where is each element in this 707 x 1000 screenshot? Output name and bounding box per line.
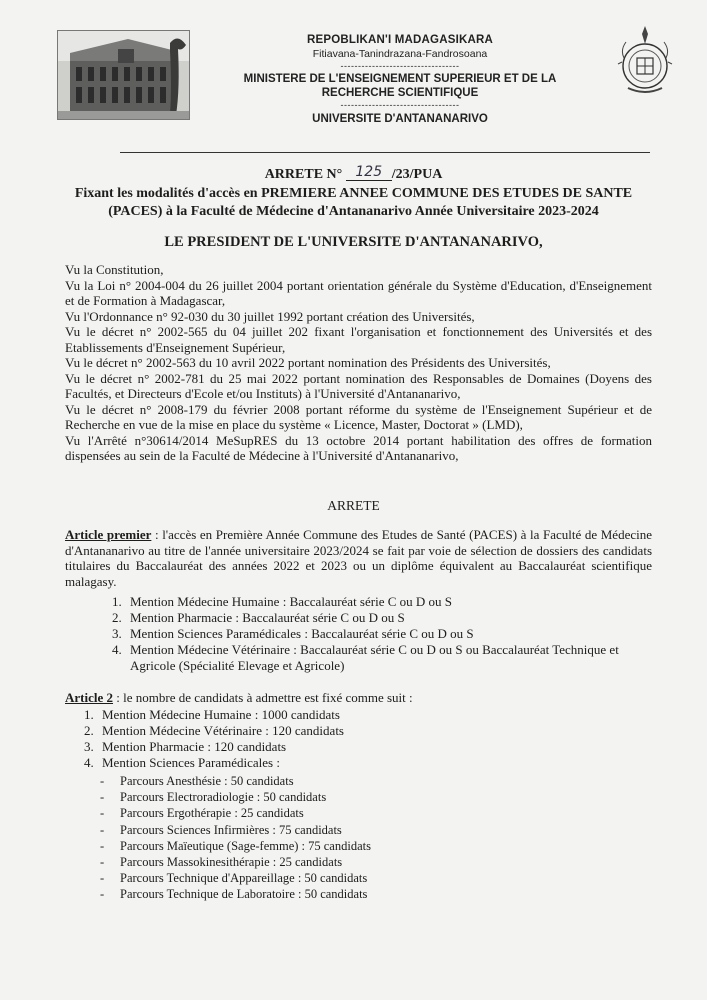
article-2-list [84,707,344,771]
visa-item: Vu le décret n° 2002-781 du 25 mai 2022 portant nomination des Responsables de Domaines (Doyens des Facultés, et Directeurs d'Ecole et/ou Instituts) à l'Université d'Antananarivo, [65,370,652,401]
parcours-item: - Parcours Massokinesithérapie : 25 candidats [100,855,343,870]
arrete-suffix: /23/PUA [391,167,443,182]
article-2-label: Article 2 [65,690,114,705]
ministry-name: MINISTERE DE L'ENSEIGNEMENT SUPERIEUR ET DE LA RECHERCHE SCIENTIFIQUE [243,73,557,99]
article-2 [65,690,652,706]
article-1-list [112,594,652,674]
arrete-heading: ARRETE [327,498,380,513]
national-motto: Fitiavana-Tanindrazana-Fandrosoana [312,48,488,60]
arrete-number: 125 [346,164,392,181]
parcours-item: - Parcours Technique de Laboratoire : 50 candidats [100,887,368,902]
article-1-text: : l'accès en Première Année Commune des Etudes de Santé (PACES) à la Faculté de Médecine d'Antananarivo au titre de l'année universitaire 2023/2024 se fait par voie de sélection de dossiers des candidats titulaires du Baccalauréat des années 2022 et 2023 ou un diplôme équivalent au Baccalauréat scientifique malagasy. [65,527,652,589]
article-2-text: : le nombre de candidats à admettre est fixé comme suit : [113,690,413,705]
visa-item: Vu le décret n° 2002-565 du 04 juillet 202 fixant l'organisation et fonctionnement des Universités et des Etablissements d'Enseignement Supérieur, [65,324,652,355]
visa-item: Vu le décret n° 2008-179 du février 2008 portant réforme du système de l'Enseignement Supérieur et de Recherche en vue de la mise en place du système « Licence, Master, Doctorat » (LMD), [65,401,652,432]
visa-item: Vu le décret n° 2002-563 du 10 avril 2022 portant nomination des Présidents des Universités, [65,355,551,370]
visa-item: Vu la Constitution, [65,262,164,277]
president-heading: LE PRESIDENT DE L'UNIVERSITE D'ANTANANARIVO, [164,234,543,250]
parcours-item: - Parcours Anesthésie : 50 candidats [100,774,294,788]
country-name: REPOBLIKAN'I MADAGASIKARA [307,34,493,46]
arrete-number-line [0,166,707,183]
parcours-list [100,773,371,903]
university-seal-icon [612,22,678,98]
article-1 [65,527,652,589]
parcours-item: - Parcours Ergothérapie : 25 candidats [100,806,304,821]
visa-item: Vu l'Ordonnance n° 92-030 du 30 juillet 1992 portant création des Universités, [65,308,475,324]
list-item: 4. Mention Sciences Paramédicales : [84,755,280,770]
list-item: 3. Mention Pharmacie : 120 candidats [84,739,287,754]
subject-line-1: Fixant les modalités d'accès en PREMIERE ANNEE COMMUNE DES ETUDES DE SANTE [74,186,633,201]
list-item: 1. Mention Médecine Humaine : 1000 candidats [84,707,340,722]
parcours-item: - Parcours Sciences Infirmières : 75 candidats [100,822,342,837]
list-item: 4. Mention Médecine Vétérinaire : Baccalauréat série C ou D ou S ou Baccalauréat Technique et Agricole (Spécialité Elevage et Agricole) [112,642,619,673]
parcours-item: - Parcours Electroradiologie : 50 candidats [100,790,327,805]
visas-block [65,262,652,464]
university-building-photo [57,30,190,120]
header-rule [120,152,650,153]
parcours-item: - Parcours Technique d'Appareillage : 50 candidats [100,871,368,886]
visa-item: Vu l'Arrêté n°30614/2014 MeSupRES du 13 octobre 2014 portant habilitation des offres de formation dispensées au sein de la Faculté de Médecine à l'Université d'Antananarivo, [65,432,652,463]
list-item: 2. Mention Pharmacie : Baccalauréat série C ou D ou S [112,610,405,625]
list-item: 1. Mention Médecine Humaine : Baccalauréat série C ou D ou S [112,594,453,609]
visa-item: Vu la Loi n° 2004-004 du 26 juillet 2004 portant orientation générale du Système d'Education, d'Enseignement et de Formation à Madagascar, [65,277,652,308]
list-item: 3. Mention Sciences Paramédicales : Baccalauréat série C ou D ou S [112,626,474,641]
parcours-item: - Parcours Maïeutique (Sage-femme) : 75 candidats [100,838,371,853]
article-1-label: Article premier [65,527,152,542]
university-name: UNIVERSITE D'ANTANANARIVO [312,113,488,125]
arrete-prefix: ARRETE N° [264,167,343,182]
subject-line-2: (PACES) à la Faculté de Médecine d'Antananarivo Année Universitaire 2023-2024 [108,204,599,219]
header-separator-2: ---------------------------------- [340,100,460,110]
list-item: 2. Mention Médecine Vétérinaire : 120 candidats [84,723,344,738]
header-separator: ---------------------------------- [340,61,460,71]
